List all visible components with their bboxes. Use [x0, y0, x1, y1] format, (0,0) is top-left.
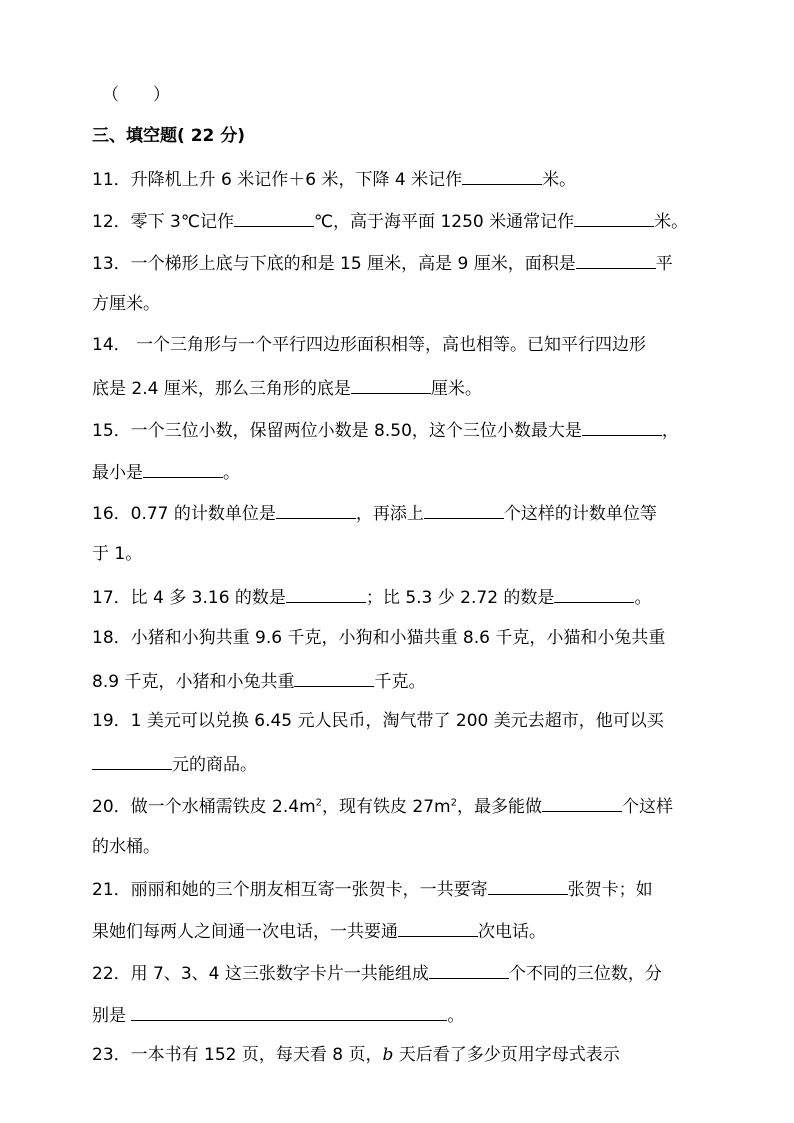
q18-text-end: 千克。 [374, 672, 426, 692]
question-14: 14． 一个三角形与一个平行四边形面积相等，高也相等。已知平行四边形 [92, 335, 647, 355]
q22-text-mid: 个不同的三位数，分 [508, 964, 662, 984]
q11-text: 11．升降机上升 6 米记作＋6 米，下降 4 米记作 [92, 170, 463, 190]
q13-text: 13．一个梯形上底与下底的和是 15 厘米，高是 9 厘米，面积是 [92, 254, 576, 274]
answer-blank[interactable] [92, 751, 172, 770]
question-19-cont [92, 751, 257, 777]
answer-blank[interactable] [429, 960, 509, 979]
q21-text-end: 次电话。 [478, 922, 546, 942]
q16-text-mid: ，再添上 [355, 504, 424, 524]
question-15 [92, 417, 679, 443]
answer-blank-long[interactable] [131, 1002, 447, 1021]
answer-blank[interactable] [351, 375, 431, 394]
question-21 [92, 876, 653, 902]
q23-text-end: 天后看了多少页用字母式表示 [393, 1045, 620, 1065]
question-17 [92, 584, 651, 610]
q21-text: 21．丽丽和她的三个朋友相互寄一张贺卡，一共要寄 [92, 880, 488, 900]
answer-blank[interactable] [234, 208, 314, 227]
q15-text-2: 最小是 [92, 463, 143, 483]
question-13-cont: 方厘米。 [92, 294, 160, 314]
question-21-cont [92, 918, 546, 944]
answer-blank[interactable] [542, 793, 622, 812]
question-18: 18．小猪和小狗共重 9.6 千克，小狗和小猫共重 8.6 千克，小猫和小兔共重 [92, 628, 666, 648]
q22-text-2: 别是 [92, 1006, 132, 1026]
q22-text-end: 。 [447, 1006, 465, 1026]
section-title: 三、填空题( 22 分) [92, 126, 246, 146]
answer-blank[interactable] [462, 166, 542, 185]
question-19: 19．1 美元可以兑换 6.45 元人民币，淘气带了 200 美元去超市，他可以买 [92, 711, 664, 731]
q15-text-mid: ， [661, 421, 679, 441]
answer-blank[interactable] [276, 500, 356, 519]
answer-blank[interactable] [294, 668, 374, 687]
q16-text: 16．0.77 的计数单位是 [92, 504, 276, 524]
question-16-cont: 于 1。 [92, 544, 143, 564]
question-11 [92, 166, 576, 192]
q20-text-2: ，现有铁皮 27m [322, 797, 451, 817]
q14-text: 底是 2.4 厘米，那么三角形的底是 [92, 379, 351, 399]
question-20 [92, 793, 673, 819]
q13-text-mid: 平 [655, 254, 673, 274]
answer-blank[interactable] [143, 459, 223, 478]
question-12 [92, 208, 688, 234]
question-22 [92, 960, 662, 986]
question-13 [92, 250, 673, 276]
q18-text: 8.9 千克，小猪和小兔共重 [92, 672, 295, 692]
variable-b: b [382, 1045, 394, 1065]
answer-blank[interactable] [576, 250, 656, 269]
q17-text-end: 。 [634, 588, 652, 608]
q11-text-end: 米。 [542, 170, 577, 190]
q14-text-end: 厘米。 [430, 379, 482, 399]
q16-text-end: 个这样的计数单位等 [503, 504, 657, 524]
q20-text-3: ，最多能做 [457, 797, 542, 817]
q12-text: 12．零下 3℃记作 [92, 212, 234, 232]
q12-text-mid: ℃，高于海平面 1250 米通常记作 [313, 212, 575, 232]
superscript: 2 [315, 797, 323, 809]
q21-text-2: 果她们每两人之间通一次电话，一共要通 [92, 922, 398, 942]
question-22-cont [92, 1002, 464, 1028]
answer-blank[interactable] [488, 876, 568, 895]
q15-text-end: 。 [223, 463, 240, 483]
answer-blank[interactable] [574, 208, 654, 227]
q20-text-4: 个这样 [622, 797, 673, 817]
q21-text-mid: 张贺卡；如 [567, 880, 653, 900]
q20-text: 20．做一个水桶需铁皮 2.4m [92, 797, 316, 817]
question-16 [92, 500, 657, 526]
q19-text-end: 元的商品。 [172, 755, 257, 775]
answer-parentheses: （ ） [102, 85, 170, 105]
q22-text: 22．用 7、3、4 这三张数字卡片一共能组成 [92, 964, 429, 984]
question-15-cont [92, 459, 240, 485]
question-23 [92, 1043, 620, 1067]
superscript: 2 [450, 797, 457, 809]
question-20-cont: 的水桶。 [92, 837, 160, 857]
q17-text-mid: ；比 5.3 少 2.72 的数是 [365, 588, 555, 608]
q12-text-end: 米。 [654, 212, 689, 232]
q15-text: 15．一个三位小数，保留两位小数是 8.50，这个三位小数最大是 [92, 421, 582, 441]
answer-blank[interactable] [582, 417, 662, 436]
q23-text: 23．一本书有 152 页，每天看 8 页， [92, 1045, 383, 1065]
question-18-cont [92, 668, 425, 694]
question-14-cont [92, 375, 482, 401]
answer-blank[interactable] [554, 584, 634, 603]
answer-blank[interactable] [398, 918, 478, 937]
q17-text: 17．比 4 多 3.16 的数是 [92, 588, 286, 608]
answer-blank[interactable] [424, 500, 504, 519]
answer-blank[interactable] [286, 584, 366, 603]
